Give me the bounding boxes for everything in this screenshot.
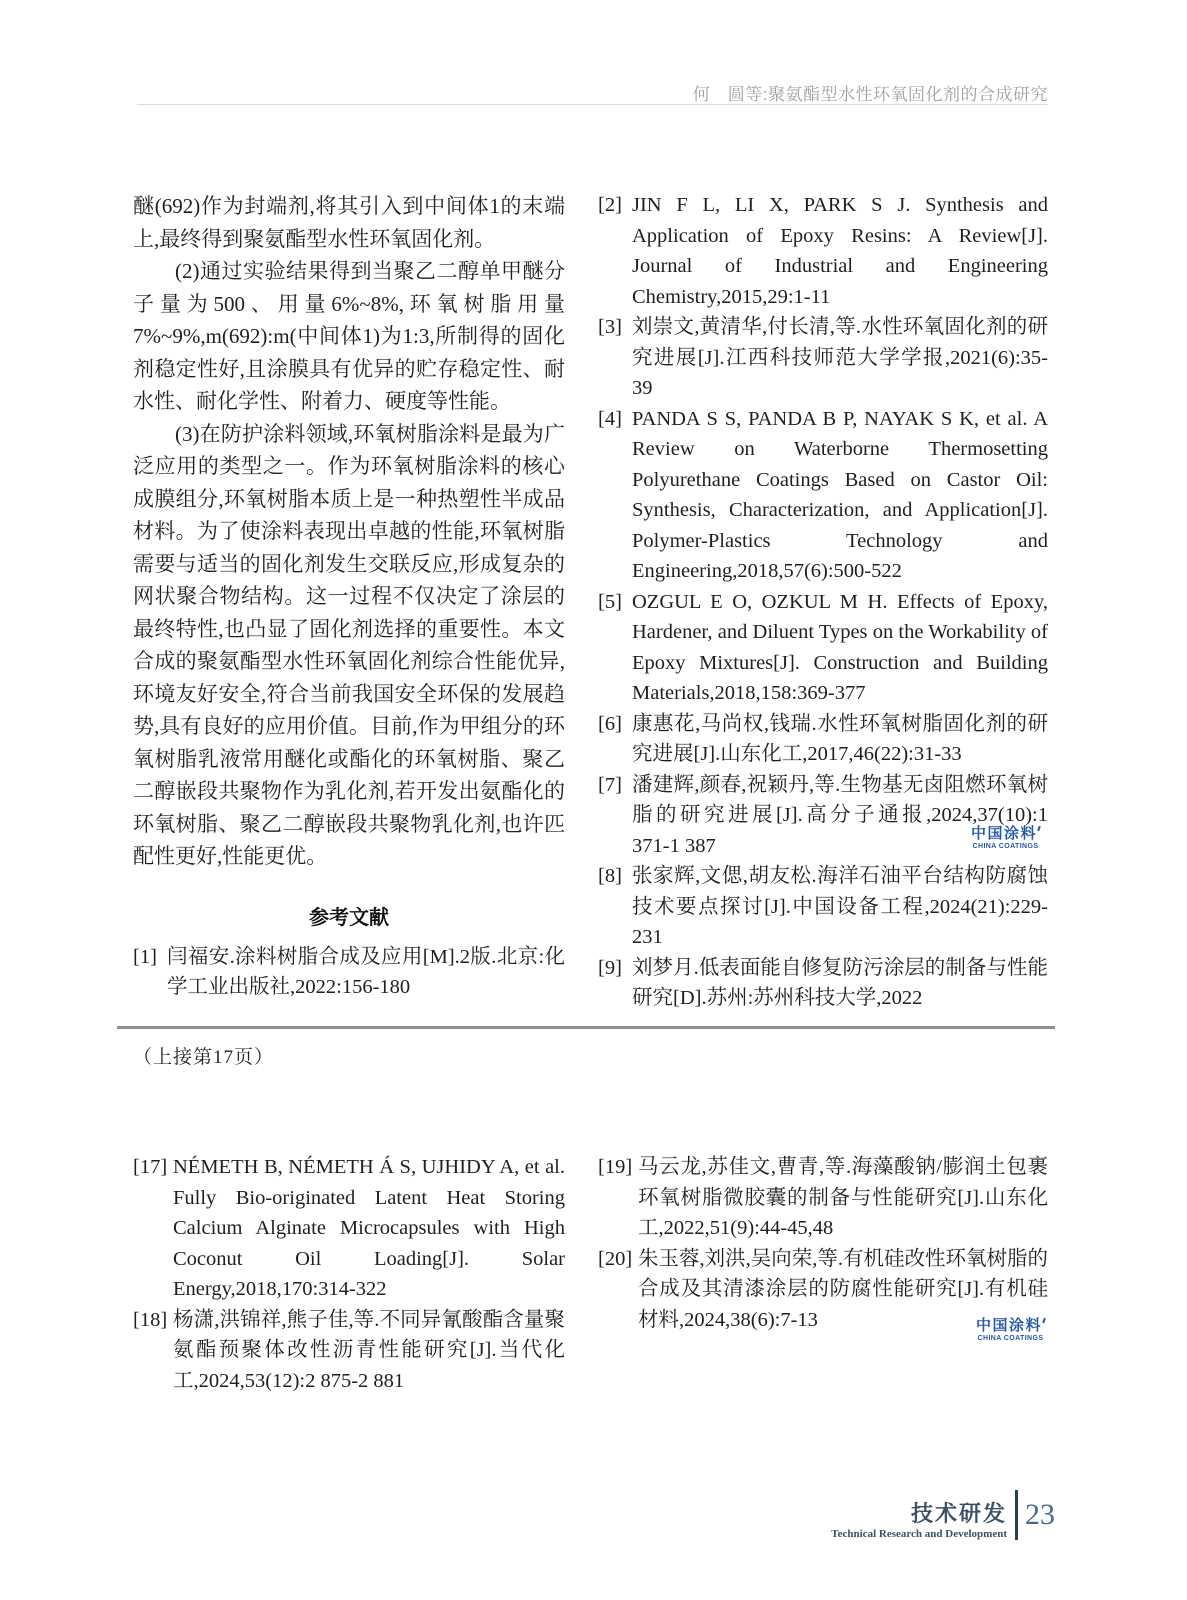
china-coatings-logo-cn: 中国涂料 (971, 826, 1040, 842)
reference-number: [18] (133, 1308, 168, 1331)
reference-number: [2] (598, 194, 622, 216)
continuation-right-column (598, 1152, 1048, 1396)
reference-text: NÉMETH B, NÉMETH Á S, UJHIDY A, et al. Fully Bio-originated Latent Heat Storing Calcium Alginate Microcapsules with High Coconut Oil Loading[J]. Solar Energy,2018,170:314-322 (173, 1156, 565, 1300)
reference-number: [1] (133, 945, 157, 968)
reference-number: [8] (598, 865, 622, 887)
china-coatings-logo-en: CHINA COATINGS (977, 1335, 1044, 1342)
continuation-left-column (133, 1152, 565, 1396)
reference-text: 刘梦月.低表面能自修复防污涂层的制备与性能研究[D].苏州:苏州科技大学,2022 (632, 956, 1048, 1009)
reference-item (598, 312, 1048, 404)
reference-text: 康惠花,马尚权,钱瑞.水性环氧树脂固化剂的研究进展[J].山东化工,2017,46(22):31-33 (632, 712, 1048, 765)
main-content (133, 190, 1048, 1014)
reference-item (133, 1152, 565, 1305)
china-coatings-logo-cn: 中国涂料 (976, 1318, 1045, 1334)
reference-text: OZGUL E O, OZKUL M H. Effects of Epoxy, Hardener, and Diluent Types on the Workability of Epoxy Mixtures[J]. Construction and Building Materials,2018,158:369-377 (632, 590, 1048, 704)
reference-text: PANDA S S, PANDA B P, NAYAK S K, et al. A Review on Waterborne Thermosetting Polyurethane Coatings Based on Castor Oil: Synthesis, Characterization, and Application[J]. Polymer-Plastics Technology and Engineering,2018,57(6):500-522 (632, 407, 1048, 582)
reference-number: [9] (598, 956, 622, 979)
reference-text: 潘建辉,颜春,祝颖丹,等.生物基无卤阻燃环氧树脂的研究进展[J].高分子通报,2024,37(10):1 371-1 387 (632, 773, 1048, 857)
reference-item (598, 190, 1048, 312)
reference-number: [3] (598, 316, 622, 338)
reference-number: [17] (133, 1156, 168, 1178)
reference-item (133, 1305, 565, 1397)
header-rule (137, 104, 1048, 105)
reference-number: [7] (598, 773, 622, 796)
reference-item (598, 1152, 1048, 1244)
footer-divider-bar (1015, 1490, 1018, 1540)
reference-text: 张家辉,文偲,胡友松.海洋石油平台结构防腐蚀技术要点探讨[J].中国设备工程,2024(21):229-231 (632, 865, 1048, 948)
body-paragraph: (2)通过实验结果得到当聚乙二醇单甲醚分子量为500、用量6%~8%,环氧树脂用量7%~9%,m(692):m(中间体1)为1:3,所制得的固化剂稳定性好,且涂膜具有优异的贮存稳定性、耐水性、耐化学性、附着力、硬度等性能。 (133, 259, 565, 413)
reference-item (598, 587, 1048, 709)
references-heading: 参考文献 (309, 906, 389, 929)
china-coatings-logo (976, 1318, 1045, 1342)
reference-item (598, 404, 1048, 587)
reference-number: [6] (598, 712, 622, 735)
reference-text: 刘崇文,黄清华,付长清,等.水性环氧固化剂的研究进展[J].江西科技师范大学学报,2021(6):35-39 (632, 316, 1048, 399)
footer-section (831, 1502, 1007, 1540)
reference-number: [19] (598, 1156, 633, 1178)
reference-item (598, 953, 1048, 1014)
reference-number: [5] (598, 590, 622, 613)
footer-section-en: Technical Research and Development (831, 1528, 1007, 1540)
china-coatings-logo-en: CHINA COATINGS (972, 843, 1039, 850)
continuation-references (133, 1152, 1048, 1396)
page-footer (831, 1490, 1055, 1540)
reference-text: 马云龙,苏佳文,曹青,等.海藻酸钠/膨润土包裹环氧树脂微胶囊的制备与性能研究[J].山东化工,2022,51(9):44-45,48 (638, 1156, 1048, 1239)
reference-item (598, 709, 1048, 770)
section-divider (117, 1026, 1055, 1029)
reference-number: [20] (598, 1247, 633, 1270)
reference-number: [4] (598, 407, 622, 430)
right-column (598, 190, 1048, 1014)
reference-text: 闫福安.涂料树脂合成及应用[M].2版.北京:化学工业出版社,2022:156-180 (167, 945, 565, 998)
footer-section-cn: 技术研发 (910, 1501, 1007, 1526)
running-head-title: 何 圆等:聚氨酯型水性环氧固化剂的合成研究 (692, 85, 1048, 104)
body-paragraph: 醚(692)作为封端剂,将其引入到中间体1的末端上,最终得到聚氨酯型水性环氧固化剂。 (133, 194, 565, 251)
reference-text: JIN F L, LI X, PARK S J. Synthesis and Application of Epoxy Resins: A Review[J]. Journal of Industrial and Engineering Chemistry,2015,29:1-11 (632, 194, 1048, 308)
reference-item (133, 942, 565, 1003)
page-number: 23 (1025, 1498, 1055, 1531)
reference-text: 朱玉蓉,刘洪,吴向荣,等.有机硅改性环氧树脂的合成及其清漆涂层的防腐性能研究[J].有机硅材料,2024,38(6):7-13 (638, 1247, 1048, 1331)
left-column (133, 190, 565, 1014)
china-coatings-logo (971, 826, 1040, 850)
reference-text: 杨潇,洪锦祥,熊子佳,等.不同异氰酸酯含量聚氨酯预聚体改性沥青性能研究[J].当代化工,2024,53(12):2 875-2 881 (173, 1308, 565, 1392)
continued-from-note: （上接第17页） (133, 1047, 275, 1068)
reference-item (598, 861, 1048, 953)
body-paragraph: (3)在防护涂料领域,环氧树脂涂料是最为广泛应用的类型之一。作为环氧树脂涂料的核心成膜组分,环氧树脂本质上是一种热塑性半成品材料。为了使涂料表现出卓越的性能,环氧树脂需要与适当的固化剂发生交联反应,形成复杂的网状聚合物结构。这一过程不仅决定了涂层的最终特性,也凸显了固化剂选择的重要性。本文合成的聚氨酯型水性环氧固化剂综合性能优异,环境友好安全,符合当前我国安全环保的发展趋势,具有良好的应用价值。目前,作为甲组分的环氧树脂乳液常用醚化或酯化的环氧树脂、聚乙二醇嵌段共聚物作为乳化剂,若开发出氨酯化的环氧树脂、聚乙二醇嵌段共聚物乳化剂,也许匹配性更好,性能更优。 (133, 421, 565, 868)
